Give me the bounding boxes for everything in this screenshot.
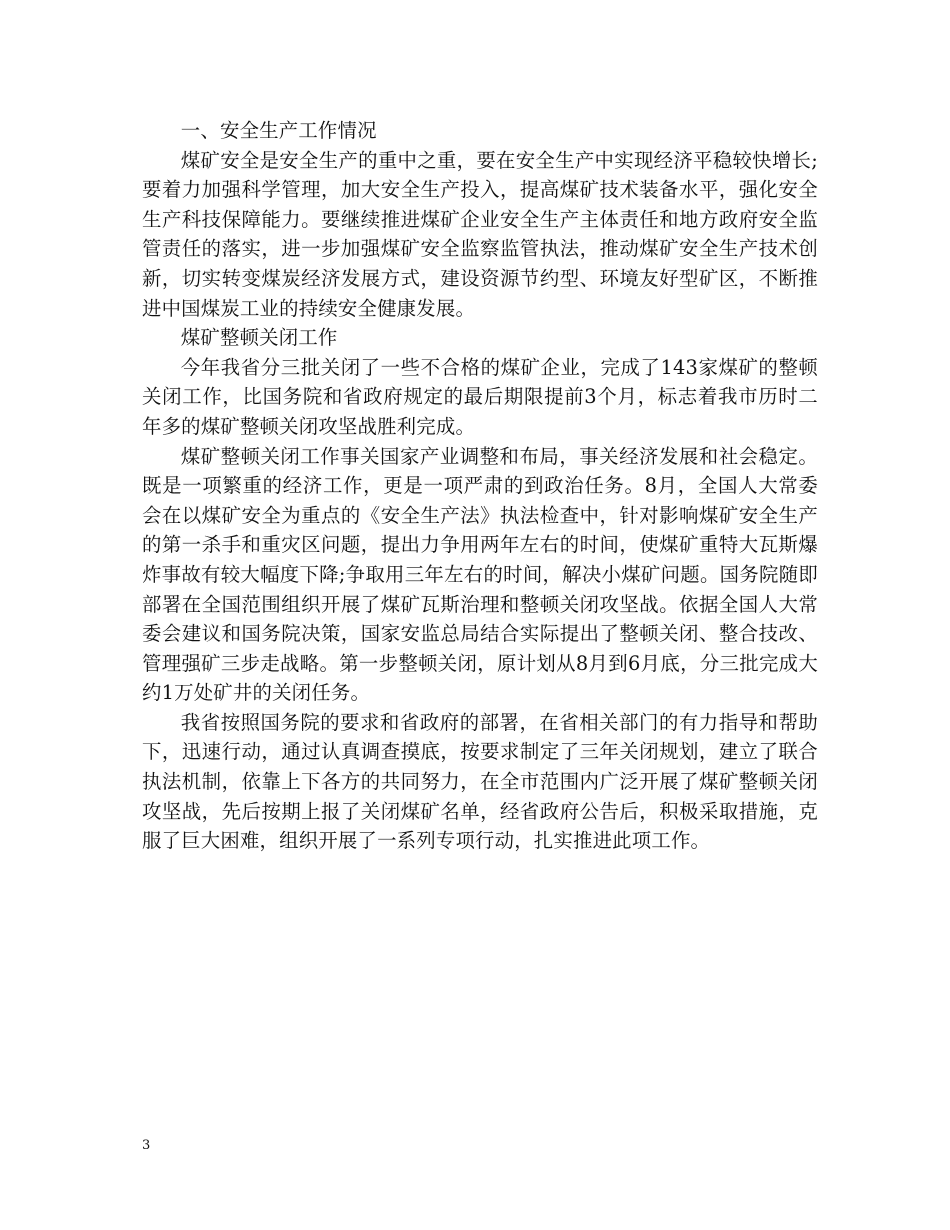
paragraph-closures: 今年我省分三批关闭了一些不合格的煤矿企业，完成了143家煤矿的整顿关闭工作，比国务院和省政府规定的最后期限提前3个月，标志着我市历时二年多的煤矿整顿关闭攻坚战胜利完成。 [142, 355, 818, 438]
paragraph-coal-safety: 煤矿安全是安全生产的重中之重，要在安全生产中实现经济平稳较快增长;要着力加强科学管理，加大安全生产投入，提高煤矿技术装备水平，强化安全生产科技保障能力。要继续推进煤矿企业安全生产主体责任和地方政府安全监管责任的落实，进一步加强煤矿安全监察监管执法，推动煤矿安全生产技术创新，切实转变煤炭经济发展方式，建设资源节约型、环境友好型矿区，不断推进中国煤炭工业的持续安全健康发展。 [142, 148, 818, 320]
page-number: 3 [142, 1138, 151, 1153]
subsection-heading: 煤矿整顿关闭工作 [180, 326, 338, 350]
paragraph-provincial-action: 我省按照国务院的要求和省政府的部署，在省相关部门的有力指导和帮助下，迅速行动，通过认真调查摸底，按要求制定了三年关闭规划，建立了联合执法机制，依靠上下各方的共同努力，在全市范围内广泛开展了煤矿整顿关闭攻坚战，先后按期上报了关闭煤矿名单，经省政府公告后，积极采取措施，克服了巨大困难，组织开展了一系列专项行动，扎实推进此项工作。 [142, 710, 818, 853]
section-heading: 一、安全生产工作情况 [180, 119, 377, 142]
paragraph-national-policy: 煤矿整顿关闭工作事关国家产业调整和布局，事关经济发展和社会稳定。既是一项繁重的经济工作，更是一项严肃的到政治任务。8月，全国人大常委会在以煤矿安全为重点的《安全生产法》执法检查中，针对影响煤矿安全生产的第一杀手和重灾区问题，提出力争用两年左右的时间，使煤矿重特大瓦斯爆炸事故有较大幅度下降;争取用三年左右的时间，解决小煤矿问题。国务院随即部署在全国范围组织开展了煤矿瓦斯治理和整顿关闭攻坚战。依据全国人大常委会建议和国务院决策，国家安监总局结合实际提出了整顿关闭、整合技改、管理强矿三步走战略。第一步整顿关闭，原计划从8月到6月底，分三批完成大约1万处矿井的关闭任务。 [142, 444, 818, 705]
document-body [142, 116, 818, 856]
